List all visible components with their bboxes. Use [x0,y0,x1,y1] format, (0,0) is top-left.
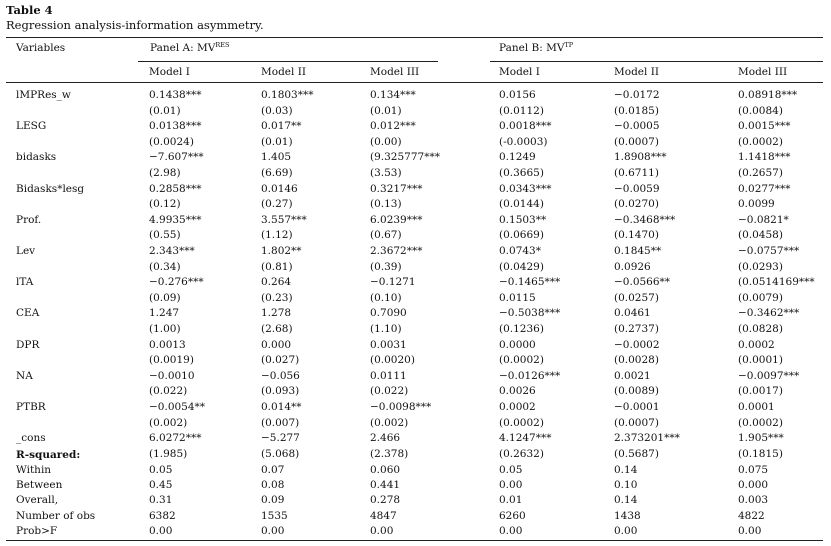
coefficient-cell: 0.1503** [499,213,547,226]
std-error-cell: (1.12) [261,229,293,242]
coefficient-cell: 0.0138*** [149,120,202,133]
variable-name: DPR [16,338,40,351]
table-row-std-error [0,385,831,401]
coefficient-cell: −0.0002 [614,338,660,351]
std-error-cell: (0.0112) [499,104,544,117]
coefficient-cell: 4.1247*** [499,432,552,445]
table-row-std-error [0,136,831,152]
table-row-statistic [0,464,831,479]
statistic-value: 4847 [370,509,397,522]
table-row-std-error [0,167,831,183]
std-error-cell: (0.0270) [614,198,659,211]
std-error-cell: (0.002) [149,416,188,429]
std-error-cell: (1.985) [149,447,188,460]
statistic-value: 0.00 [149,524,173,537]
variable-name: Bidasks*lesg [16,182,85,195]
coefficient-cell: −0.1465*** [499,276,561,289]
std-error-cell: 0.0026 [499,385,536,398]
header-rule [6,82,823,83]
variable-name: lTA [16,276,34,289]
std-error-cell: (0.022) [370,385,409,398]
statistic-value: 0.441 [370,479,401,492]
statistic-value: 0.000 [738,479,769,492]
std-error-cell: (0.0020) [370,354,415,367]
statistic-value: 6382 [149,509,176,522]
std-error-cell: (0.0089) [614,385,659,398]
model-header: Model II [261,66,306,78]
coefficient-cell: 0.0002 [738,338,775,351]
std-error-cell: (0.007) [261,416,300,429]
std-error-cell: (0.12) [149,198,181,211]
statistic-name: Prob>F [16,524,58,537]
statistic-value: 0.075 [738,464,769,476]
coefficient-cell: 3.557*** [261,213,307,226]
coefficient-cell: 0.0021 [614,369,651,382]
std-error-cell: (0.0293) [738,260,783,273]
coefficient-cell: (0.0514169*** [738,276,815,289]
coefficient-cell: −0.0126*** [499,369,561,382]
statistic-value: 0.07 [261,464,285,476]
top-rule [6,37,823,38]
statistic-value: 0.45 [149,479,173,492]
coefficient-cell: −0.0566** [614,276,671,289]
std-error-cell: (0.0458) [738,229,783,242]
coefficient-cell: 0.0146 [261,182,298,195]
std-error-cell: (0.0017) [738,385,783,398]
coefficient-cell: 0.0461 [614,307,651,320]
coefficient-cell: 0.08918*** [738,89,798,101]
std-error-cell: (0.002) [370,416,409,429]
statistic-value: 0.00 [261,524,285,537]
std-error-cell: (2.378) [370,447,409,460]
coefficient-cell: 0.012*** [370,120,416,133]
coefficient-cell: −7.607*** [149,151,204,164]
std-error-cell: (0.093) [261,385,300,398]
table-row-std-error [0,198,831,214]
std-error-cell: (1.10) [370,323,402,335]
statistic-value: 1438 [614,509,641,522]
std-error-cell: (0.1470) [614,229,659,242]
std-error-cell: (0.01) [370,104,402,117]
coefficient-cell: 0.0743* [499,245,541,257]
model-header-row [0,66,831,80]
std-error-cell: (0.0185) [614,104,659,117]
std-error-cell: (2.98) [149,167,181,179]
std-error-cell: (3.53) [370,167,402,179]
coefficient-cell: −0.3462*** [738,307,800,320]
coefficient-cell: 0.0018*** [499,120,552,133]
table-title: Regression analysis-information asymmetry. [6,18,264,32]
std-error-cell: (0.0079) [738,291,783,304]
std-error-cell: (0.23) [261,291,293,304]
variable-name: _cons [16,432,46,445]
variable-name: Prof. [16,213,42,226]
coefficient-cell: −0.0097*** [738,369,800,382]
coefficient-cell: −0.0172 [614,89,660,101]
statistic-value: 0.31 [149,494,173,507]
std-error-cell: (0.0007) [614,135,659,148]
coefficient-cell: −0.3468*** [614,213,676,226]
bottom-rule [6,540,823,541]
table-row-std-error [0,448,831,464]
coefficient-cell: −0.1271 [370,276,416,289]
coefficient-cell: (9.325777*** [370,151,440,164]
coefficient-cell: −5.277 [261,432,300,445]
std-error-cell: (0.0024) [149,135,194,148]
std-error-cell: (0.03) [261,104,293,117]
statistic-value: 0.00 [614,524,638,537]
statistic-value: 0.278 [370,494,401,507]
coefficient-cell: −0.0821* [738,213,789,226]
coefficient-cell: 0.1438*** [149,89,202,101]
variable-name: Lev [16,245,36,257]
statistic-value: 1535 [261,509,288,522]
variable-name: PTBR [16,401,46,413]
coefficient-cell: 0.1803*** [261,89,314,101]
std-error-cell: (0.027) [261,354,300,367]
statistic-name: Number of obs [16,509,96,522]
std-error-cell: (0.13) [370,198,402,211]
std-error-cell: (0.0002) [738,416,783,429]
coefficient-cell: −0.0054** [149,401,206,413]
std-error-cell: (0.5687) [614,447,659,460]
coefficient-cell: 0.2858*** [149,182,202,195]
coefficient-cell: 1.905*** [738,432,784,445]
table-row-std-error [0,292,831,308]
std-error-cell: (0.39) [370,260,402,273]
std-error-cell: (0.01) [149,104,181,117]
coefficient-cell: −0.0001 [614,401,660,413]
std-error-cell: (0.01) [261,135,293,148]
coefficient-cell: 0.0015*** [738,120,791,133]
r-squared-label: R-squared: [16,449,81,461]
std-error-cell: 0.0926 [614,260,651,273]
std-error-cell: (0.0429) [499,260,544,273]
std-error-cell: (0.2657) [738,167,783,179]
std-error-cell: (0.0828) [738,323,783,335]
std-error-cell: (0.0002) [499,416,544,429]
panel-b-header: Panel B: $MV^{TP}$ [499,41,574,54]
table-row-coefficient [0,370,831,386]
std-error-cell: (0.0084) [738,104,783,117]
table-row-coefficient [0,276,831,292]
table-row-coefficient [0,89,831,105]
model-header: Model III [370,66,420,78]
statistic-value: 0.00 [370,524,394,537]
panel-b-rule [490,61,823,62]
coefficient-cell: 0.014** [261,401,302,413]
variables-header: Variables [16,42,66,54]
model-header: Model I [499,66,540,78]
coefficient-cell: 0.1845** [614,245,662,257]
panel-a-header: Panel A: MVRES [150,41,230,54]
coefficient-cell: 0.0002 [499,401,536,413]
std-error-cell: (1.00) [149,323,181,335]
table-row-std-error [0,261,831,277]
table-row-statistic [0,525,831,540]
std-error-cell: (6.69) [261,167,293,179]
std-error-cell: (0.0002) [499,354,544,367]
std-error-cell: (0.55) [149,229,181,242]
std-error-cell: (2.68) [261,323,293,335]
coefficient-cell: 1.802** [261,245,302,257]
std-error-cell: (0.81) [261,260,293,273]
model-header: Model I [149,66,190,78]
std-error-cell: (0.10) [370,291,402,304]
std-error-cell: (0.0257) [614,291,659,304]
coefficient-cell: 4.9935*** [149,213,202,226]
statistic-value: 0.05 [499,464,523,476]
statistic-value: 0.01 [499,494,523,507]
statistic-value: 4822 [738,509,765,522]
variable-name: CEA [16,307,40,320]
variable-name: LESG [16,120,47,133]
coefficient-cell: −0.056 [261,369,300,382]
coefficient-cell: −0.0010 [149,369,195,382]
std-error-cell: (0.2737) [614,323,659,335]
table-row-std-error [0,105,831,121]
coefficient-cell: 0.134*** [370,89,416,101]
coefficient-cell: 0.264 [261,276,292,289]
coefficient-cell: 0.0343*** [499,182,552,195]
panel-a-rule [138,61,438,62]
coefficient-cell: −0.276*** [149,276,204,289]
std-error-cell: (0.27) [261,198,293,211]
std-error-cell: (0.022) [149,385,188,398]
std-error-cell: (0.00) [370,135,402,148]
coefficient-cell: −0.0757*** [738,245,800,257]
coefficient-cell: 0.0000 [499,338,536,351]
coefficient-cell: 0.0001 [738,401,775,413]
statistic-value: 0.09 [261,494,285,507]
statistic-value: 0.003 [738,494,769,507]
coefficient-cell: 1.405 [261,151,292,164]
statistic-value: 0.05 [149,464,173,476]
coefficient-cell: 0.0277*** [738,182,791,195]
std-error-cell: (0.0028) [614,354,659,367]
table-row-coefficient [0,214,831,230]
coefficient-cell: 6.0239*** [370,213,423,226]
table-row-std-error [0,354,831,370]
table-row-coefficient [0,432,831,448]
std-error-cell: (0.0002) [738,135,783,148]
std-error-cell: (0.67) [370,229,402,242]
table-row-std-error [0,417,831,433]
table-number: Table 4 [6,3,53,17]
table-row-statistic [0,510,831,525]
std-error-cell: (0.0144) [499,198,544,211]
coefficient-cell: −0.0005 [614,120,660,133]
statistic-value: 0.10 [614,479,638,492]
statistic-name: Overall, [16,494,59,507]
std-error-cell: (0.09) [149,291,181,304]
coefficient-cell: −0.5038*** [499,307,561,320]
statistic-value: 6260 [499,509,526,522]
table-row-coefficient [0,401,831,417]
coefficient-cell: 0.0111 [370,369,407,382]
table-row-std-error [0,229,831,245]
std-error-cell: (-0.0003) [499,135,548,148]
table-row-statistic [0,479,831,494]
model-header: Model II [614,66,659,78]
table-row-statistic [0,494,831,509]
coefficient-cell: 0.7090 [370,307,407,320]
statistic-name: Within [16,464,52,476]
statistic-value: 0.14 [614,464,638,476]
statistic-name: Between [16,479,63,492]
coefficient-cell: −0.0098*** [370,401,432,413]
statistic-value: 0.14 [614,494,638,507]
coefficient-cell: −0.0059 [614,182,660,195]
statistic-value: 0.00 [738,524,762,537]
std-error-cell: (0.0669) [499,229,544,242]
std-error-cell: (0.34) [149,260,181,273]
std-error-cell: (0.1236) [499,323,544,335]
std-error-cell: (0.2632) [499,447,544,460]
model-header: Model III [738,66,788,78]
statistic-value: 0.00 [499,479,523,492]
coefficient-cell: 0.3217*** [370,182,423,195]
coefficient-cell: 1.247 [149,307,180,320]
std-error-cell: 0.0099 [738,198,775,211]
table-row-coefficient [0,120,831,136]
std-error-cell: (0.6711) [614,167,659,179]
coefficient-cell: 1.278 [261,307,292,320]
coefficient-cell: 0.017** [261,120,302,133]
coefficient-cell: 2.373201*** [614,432,680,445]
coefficient-cell: 0.0031 [370,338,407,351]
table-row-coefficient [0,183,831,199]
coefficient-cell: 6.0272*** [149,432,202,445]
variable-name: lMPRes_w [16,89,71,101]
table-row-coefficient [0,307,831,323]
coefficient-cell: 0.0156 [499,89,536,101]
table-row-std-error [0,323,831,339]
std-error-cell: (0.3665) [499,167,544,179]
std-error-cell: (0.1815) [738,447,783,460]
statistic-value: 0.00 [499,524,523,537]
coefficient-cell: 2.3672*** [370,245,423,257]
std-error-cell: (0.0001) [738,354,783,367]
coefficient-cell: 0.1249 [499,151,536,164]
statistic-value: 0.060 [370,464,401,476]
std-error-cell: (0.0019) [149,354,194,367]
coefficient-cell: 1.8908*** [614,151,667,164]
variable-name: bidasks [16,151,57,164]
coefficient-cell: 2.466 [370,432,401,445]
variable-name: NA [16,369,33,382]
table-row-coefficient [0,339,831,355]
coefficient-cell: 0.000 [261,338,292,351]
std-error-cell: (5.068) [261,447,300,460]
coefficient-cell: 0.0013 [149,338,186,351]
coefficient-cell: 1.1418*** [738,151,791,164]
std-error-cell: 0.0115 [499,291,536,304]
table-row-coefficient [0,245,831,261]
statistic-value: 0.08 [261,479,285,492]
std-error-cell: (0.0007) [614,416,659,429]
table-row-coefficient [0,151,831,167]
coefficient-cell: 2.343*** [149,245,195,257]
